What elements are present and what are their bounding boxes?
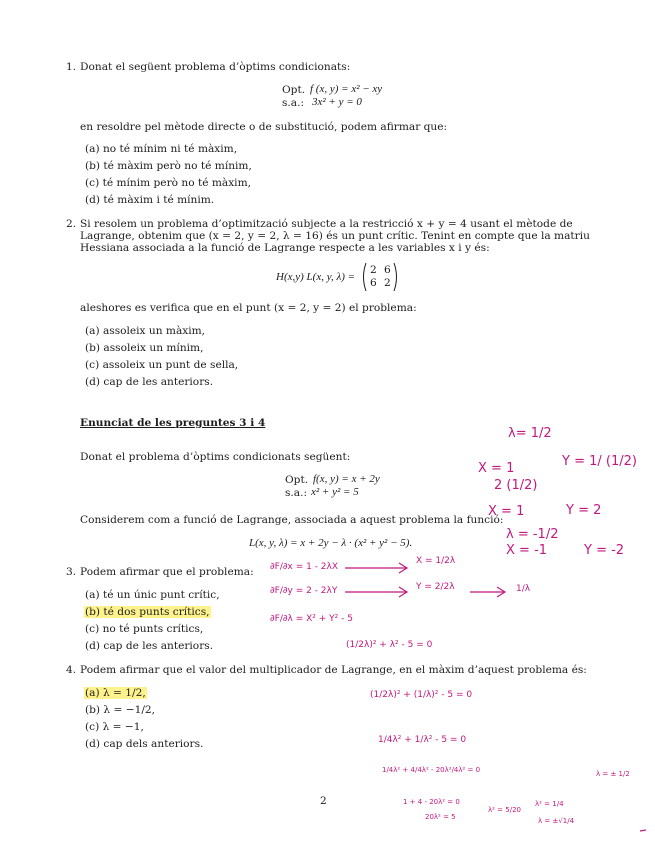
q4-text: Podem afirmar que el valor del multiplicador de Lagrange, en el màxim d’aquest problema és: [80,664,587,676]
q2-hessian: H(x,y) L(x, y, λ) = [276,271,356,283]
q3-number: 3. [66,566,77,578]
hw-arrow-2 [345,587,407,597]
hw-arrow-3 [470,587,505,597]
hw-equation1: (1/2λ)² + λ² - 5 = 0 [346,640,433,650]
hw-equation3: 1/4λ² + 1/λ² - 5 = 0 [378,735,467,745]
q3-option-a[interactable]: (a) té un únic punt crític, [85,589,220,601]
section-text2: Considerem com a funció de Lagrange, associada a aquest problema la funció: [80,514,504,526]
q4-option-b[interactable]: (b) λ = −1/2, [85,704,156,716]
matrix-cell: 6 [370,277,377,289]
q1-text2: en resoldre pel mètode directe o de substitució, podem afirmar que: [80,121,448,133]
q2-option-b[interactable]: (b) assoleix un mínim, [85,342,204,354]
q4-number: 4. [66,664,77,676]
hw-equation10: λ = ± 1/2 [596,770,630,778]
q1-option-d[interactable]: (d) té màxim i té mínim. [85,194,215,206]
matrix-cell: 6 [384,264,391,276]
q1-sa-label: s.a.: [282,97,305,109]
hw-lambda1: λ= 1/2 [508,426,552,441]
hw-x1: X = 1 [478,461,515,476]
matrix-cell: 2 [384,277,391,289]
hw-equation2: (1/2λ)² + (1/λ)² - 5 = 0 [370,690,473,700]
hw-tick-mark [640,830,646,831]
hw-derivative-y: ∂F/∂y = 2 - 2λY [270,586,338,596]
hw-x1-val: X = 1 [488,504,525,519]
q1-constraint: 3x² + y = 0 [312,96,362,108]
hw-equation9: λ = ±√1/4 [538,817,575,825]
hw-arrow-1 [345,563,407,573]
hw-x1-den: 2 (1/2) [494,478,538,493]
q2-text: Si resolem un problema d’optimització subjecte a la restricció x + y = 4 usant el mètode de Lagrange, obtenim que (x = 2, y = 2, λ = 16) és un punt crític. Tenint en compte que la matriu Hessiana associada a la funció de Lagrange respecte a les variables x i y és: [80,218,590,254]
hw-derivative-lambda: ∂F/∂λ = X² + Y² - 5 [270,614,353,624]
section-constraint: x² + y² = 5 [311,486,359,498]
section-objective: f(x, y) = x + 2y [313,473,380,485]
matrix-cell: 2 [370,264,377,276]
section-sa-label: s.a.: [285,487,308,499]
hw-equation6: 20λ² = 5 [425,813,456,821]
q4-option-c[interactable]: (c) λ = −1, [85,721,144,733]
hw-derivative-y-result: Y = 2/2λ [416,582,455,592]
q1-option-b[interactable]: (b) té màxim però no té mínim, [85,160,252,172]
hw-equation5: 1 + 4 - 20λ² = 0 [403,798,460,806]
hw-lambda2: λ = -1/2 [506,527,559,542]
q2-option-c[interactable]: (c) assoleix un punt de sella, [85,359,239,371]
section-title: Enunciat de les preguntes 3 i 4 [80,417,266,429]
section-opt-label: Opt. [285,474,309,486]
hw-y1-val: Y = 2 [566,503,602,518]
q1-objective: f (x, y) = x² − xy [310,83,383,95]
hw-equation7: λ² = 5/20 [488,806,521,814]
section-text: Donat el problema d’òptims condicionats següent: [80,451,351,463]
q1-text: Donat el següent problema d’òptims condicionats: [80,61,351,73]
hw-equation8: λ² = 1/4 [535,800,564,808]
q3-option-d[interactable]: (d) cap de les anteriors. [85,640,214,652]
hw-derivative-y-result2: 1/λ [516,584,531,594]
q3-option-b[interactable]: (b) té dos punts crítics, [85,606,210,618]
hw-y1: Y = 1/ (1/2) [562,454,637,469]
q1-number: 1. [66,61,77,73]
q1-opt-label: Opt. [282,84,306,96]
page-number: 2 [320,795,327,807]
q4-option-d[interactable]: (d) cap dels anteriors. [85,738,204,750]
lagrange-function: L(x, y, λ) = x + 2y − λ · (x² + y² − 5). [249,537,413,549]
q2-option-a[interactable]: (a) assoleix un màxim, [85,325,206,337]
q4-option-a[interactable]: (a) λ = 1/2, [85,687,146,699]
hw-derivative-x-result: X = 1/2λ [416,556,456,566]
hw-derivative-x: ∂F/∂x = 1 - 2λX [270,562,339,572]
q1-option-c[interactable]: (c) té mínim però no té màxim, [85,177,251,189]
q2-number: 2. [66,218,77,230]
q3-text: Podem afirmar que el problema: [80,566,254,578]
q1-option-a[interactable]: (a) no té mínim ni té màxim, [85,143,238,155]
hw-x2: X = -1 [506,543,548,558]
hw-equation4: 1/4λ² + 4/4λ² - 20λ²/4λ² = 0 [382,766,481,774]
q2-option-d[interactable]: (d) cap de les anteriors. [85,376,214,388]
hw-y2: Y = -2 [584,543,625,558]
q3-option-c[interactable]: (c) no té punts crítics, [85,623,204,635]
q2-text2: aleshores es verifica que en el punt (x = 2, y = 2) el problema: [80,302,417,314]
